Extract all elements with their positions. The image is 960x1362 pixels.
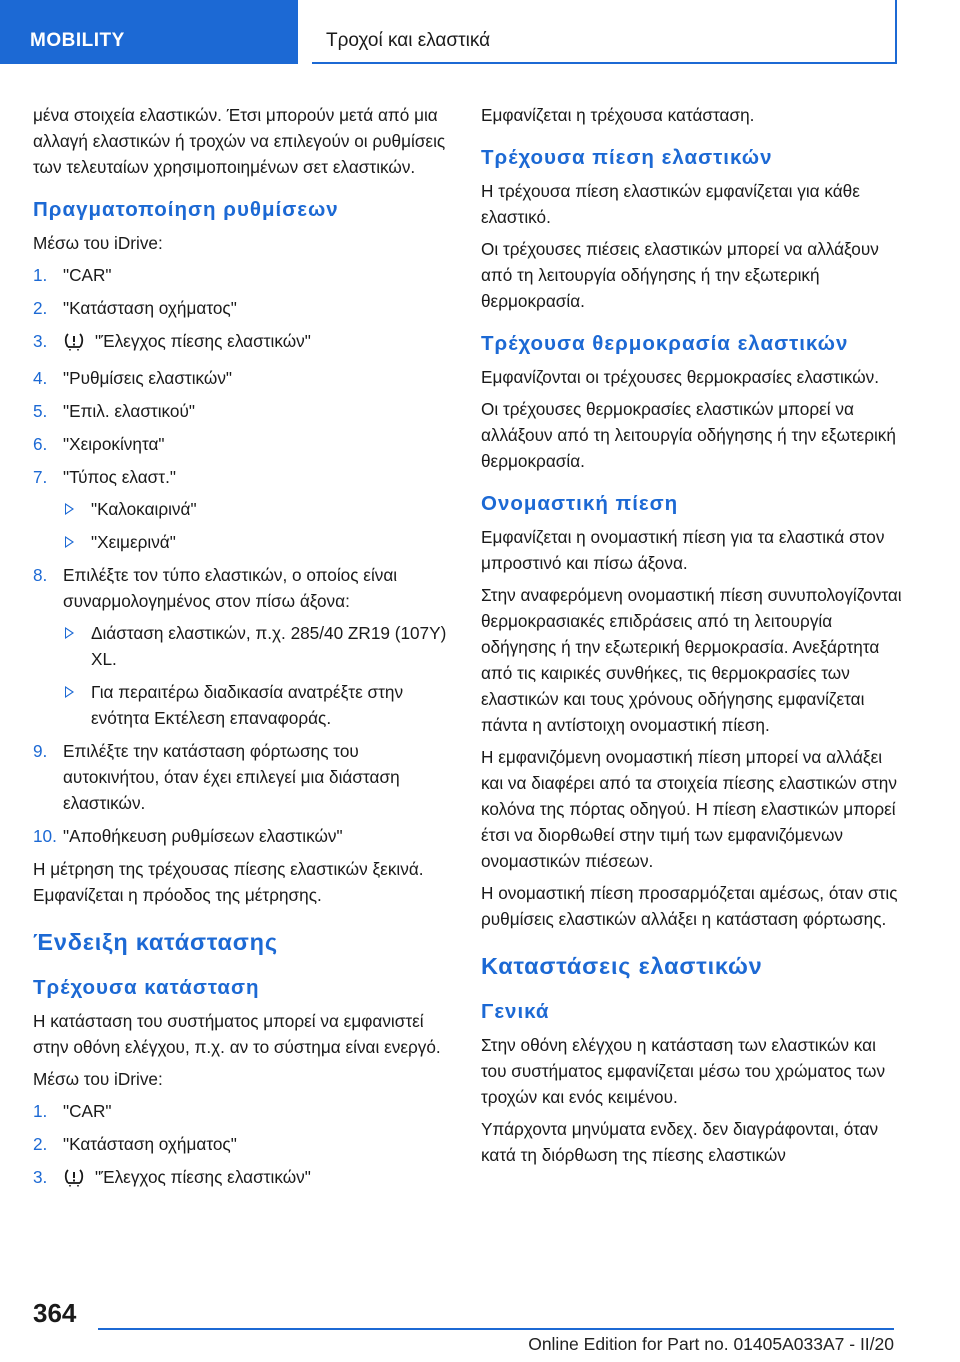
heading-current-temperature: Τρέχουσα θερμοκρασία ελαστικών <box>481 332 849 355</box>
list-item <box>33 328 455 358</box>
nominal-paragraph-4: Η ονομαστική πίεση προσαρμόζεται αμέσως, όταν στις ρυθμίσεις ελαστικών αλλάξει η κατάσταση φόρτωσης. <box>481 883 898 929</box>
sub-item-text: "Καλοκαιρινά" <box>91 499 197 519</box>
step-text: "Αποθήκευση ρυθμίσεων ελαστικών" <box>63 826 343 846</box>
step-number: 7. <box>33 467 48 487</box>
pressure-paragraph-2: Οι τρέχουσες πιέσεις ελαστικών μπορεί να αλλάξουν από τη λειτουργία οδήγησης ή την εξωτερική θερμοκρασία. <box>481 239 879 311</box>
list-item <box>63 679 455 731</box>
status-shown-paragraph: Εμφανίζεται η τρέχουσα κατάσταση. <box>481 105 755 125</box>
step-text: "CAR" <box>63 1101 112 1121</box>
step-number: 6. <box>33 434 48 454</box>
step-text: "Κατάσταση οχήματος" <box>63 298 237 318</box>
heading-perform-settings: Πραγματοποίηση ρυθμίσεων <box>33 198 339 221</box>
status-steps-list <box>33 1098 455 1194</box>
list-item <box>33 431 455 457</box>
pressure-paragraph-1: Η τρέχουσα πίεση ελαστικών εμφανίζεται για κάθε ελαστικό. <box>481 181 860 227</box>
header-chapter-title: Τροχοί και ελαστικά <box>312 0 897 64</box>
nominal-paragraph-3: Η εμφανιζόμενη ονομαστική πίεση μπορεί να αλλάξει και να διαφέρει από τα στοιχεία πίεσης ελαστικών στην κολόνα της πόρτας οδηγού. Η πίεση ελαστικών μπορεί έτσι να διορθωθεί στην τιμή των εμφανιζόμενων ονομαστικών πιέσεων. <box>481 747 897 871</box>
list-item <box>33 1098 455 1124</box>
step-number: 2. <box>33 298 48 318</box>
heading-nominal-pressure: Ονομαστική πίεση <box>481 492 679 515</box>
triangle-bullet-icon <box>65 686 74 698</box>
step-text: "Ρυθμίσεις ελαστικών" <box>63 368 233 388</box>
list-item <box>63 496 455 522</box>
heading-tire-states: Καταστάσεις ελαστικών <box>481 953 763 979</box>
footer-edition-text: Online Edition for Part no. 01405A033A7 - II/20 <box>528 1334 894 1354</box>
step-text: "CAR" <box>63 265 112 285</box>
heading-status-display: Ένδειξη κατάστασης <box>33 929 278 955</box>
list-item <box>33 295 455 321</box>
list-item <box>33 464 455 555</box>
list-item <box>33 562 455 731</box>
sub-item-text: Διάσταση ελαστικών, π.χ. 285/40 ZR19 (107Y) XL. <box>91 623 447 669</box>
step-text: Επιλέξτε την κατάσταση φόρτωσης του αυτοκινήτου, όταν έχει επιλεγεί μια διάσταση ελαστικών. <box>63 741 400 813</box>
step-number: 9. <box>33 741 48 761</box>
header-section-tab: MOBILITY <box>0 0 298 64</box>
step-number: 10. <box>33 826 57 846</box>
list-item <box>33 823 455 849</box>
step-number: 2. <box>33 1134 48 1154</box>
temperature-paragraph-2: Οι τρέχουσες θερμοκρασίες ελαστικών μπορεί να αλλάξουν από τη λειτουργία οδήγησης ή την εξωτερική θερμοκρασία. <box>481 399 896 471</box>
step-number: 1. <box>33 1101 48 1121</box>
general-paragraph-1: Στην οθόνη ελέγχου η κατάσταση των ελαστικών και του συστήματος εμφανίζεται μέσω του χρώματος των τροχών και ενός κειμένου. <box>481 1035 886 1107</box>
list-item <box>33 398 455 424</box>
list-item <box>33 262 455 288</box>
step-text: Επιλέξτε τον τύπο ελαστικών, ο οποίος είναι συναρμολογημένος στον πίσω άξονα: <box>63 565 398 611</box>
footer-divider <box>98 1328 894 1330</box>
step-text: "Τύπος ελαστ." <box>63 467 176 487</box>
via-idrive-text: Μέσω του iDrive: <box>33 1069 163 1089</box>
step-number: 1. <box>33 265 48 285</box>
via-idrive-text: Μέσω του iDrive: <box>33 233 163 253</box>
status-paragraph: Η κατάσταση του συστήματος μπορεί να εμφανιστεί στην οθόνη ελέγχου, π.χ. αν το σύστημα είναι ενεργό. <box>33 1011 441 1057</box>
intro-paragraph: μένα στοιχεία ελαστικών. Έτσι μπορούν μετά από μια αλλαγή ελαστικών ή τροχών να επιλεγούν οι ρυθμίσεις των τελευταίων χρησιμοποιημένων σετ ελαστικών. <box>33 105 446 177</box>
step-number: 5. <box>33 401 48 421</box>
heading-current-status: Τρέχουσα κατάσταση <box>33 976 260 999</box>
tire-pressure-warning-icon <box>63 1167 85 1194</box>
step-text: "Χειροκίνητα" <box>63 434 165 454</box>
list-item <box>33 1164 455 1194</box>
measure-paragraph: Η μέτρηση της τρέχουσας πίεσης ελαστικών ξεκινά. Εμφανίζεται η πρόοδος της μέτρησης. <box>33 859 424 905</box>
heading-current-pressure: Τρέχουσα πίεση ελαστικών <box>481 146 773 169</box>
right-column <box>481 102 903 1174</box>
page-number: 364 <box>33 1298 77 1328</box>
list-item <box>33 738 455 816</box>
nominal-paragraph-1: Εμφανίζεται η ονομαστική πίεση για τα ελαστικά στον μπροστινό και πίσω άξονα. <box>481 527 885 573</box>
step-text: "Επιλ. ελαστικού" <box>63 401 195 421</box>
step-number: 3. <box>33 1167 48 1187</box>
triangle-bullet-icon <box>65 503 74 515</box>
tire-type-sublist <box>63 496 455 555</box>
step-number: 3. <box>33 331 48 351</box>
step-text: "Κατάσταση οχήματος" <box>63 1134 237 1154</box>
sub-item-text: Για περαιτέρω διαδικασία ανατρέξτε στην ενότητα Εκτέλεση επαναφοράς. <box>91 682 404 728</box>
triangle-bullet-icon <box>65 627 74 639</box>
triangle-bullet-icon <box>65 536 74 548</box>
left-column <box>33 102 455 1201</box>
step-text: "Έλεγχος πίεσης ελαστικών" <box>95 331 311 351</box>
heading-general: Γενικά <box>481 1000 550 1023</box>
tire-pressure-warning-icon <box>63 331 85 358</box>
list-item <box>63 620 455 672</box>
list-item <box>63 529 455 555</box>
rear-axle-sublist <box>63 620 455 731</box>
list-item <box>33 365 455 391</box>
step-number: 8. <box>33 565 48 585</box>
sub-item-text: "Χειμερινά" <box>91 532 176 552</box>
list-item <box>33 1131 455 1157</box>
general-paragraph-2: Υπάρχοντα μηνύματα ενδεχ. δεν διαγράφονται, όταν κατά τη διόρθωση της πίεσης ελαστικών <box>481 1119 879 1165</box>
settings-steps-list <box>33 262 455 849</box>
temperature-paragraph-1: Εμφανίζονται οι τρέχουσες θερμοκρασίες ελαστικών. <box>481 367 879 387</box>
nominal-paragraph-2: Στην αναφερόμενη ονομαστική πίεση συνυπολογίζονται θερμοκρασιακές επιδράσεις από τη λειτουργία οδήγησης ή την εξωτερική θερμοκρασία. Ανεξάρτητα από τις καιρικές συνθήκες, τις θερμοκρασίες των ελαστικών και τους χρόνους οδήγησης εμφανίζεται πάντα η αντίστοιχη ονομαστική πίεση. <box>481 585 902 735</box>
step-text: "Έλεγχος πίεσης ελαστικών" <box>95 1167 311 1187</box>
step-number: 4. <box>33 368 48 388</box>
